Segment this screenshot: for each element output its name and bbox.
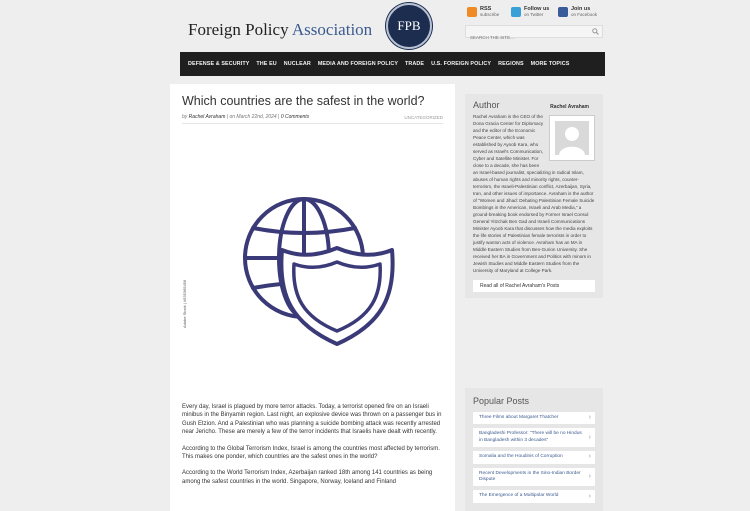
main-nav — [180, 52, 605, 76]
popular-post-link[interactable]: Bangladeshi Professor: "There will be no Hindus in Bangladesh within 3 decades" › — [473, 428, 595, 447]
popular-post-link[interactable]: Three Films about Margaret Thatcher › — [473, 412, 595, 424]
meta-by: by — [182, 114, 188, 120]
meta-sep: | — [226, 114, 230, 120]
nav-trade[interactable]: TRADE — [405, 61, 425, 67]
rss-icon — [467, 7, 477, 17]
post-title[interactable]: Which countries are the safest in the world? — [182, 94, 425, 108]
author-heading: Author — [473, 100, 500, 110]
avatar[interactable] — [549, 115, 595, 161]
rss-sub: subscribe — [480, 12, 500, 17]
read-all-posts-button[interactable]: Read all of Rachel Avraham's Posts — [473, 280, 595, 292]
twitter-sub: on Twitter — [524, 12, 544, 17]
search-icon[interactable] — [592, 28, 599, 35]
popular-heading: Popular Posts — [473, 396, 530, 406]
twitter-title: Follow us — [524, 6, 550, 12]
popular-post-link[interactable]: Recent Developments in the Sino-Indian Border Dispute › — [473, 468, 595, 487]
facebook-sub: on Facebook — [571, 12, 598, 17]
logo-accent-text: Association — [291, 20, 373, 39]
meta-sep: | — [278, 114, 281, 120]
sidebar — [465, 94, 603, 306]
nav-defense-security[interactable]: DEFENSE & SECURITY — [188, 61, 250, 67]
nav-nuclear[interactable]: NUCLEAR — [283, 61, 311, 67]
facebook-icon — [558, 7, 568, 17]
author-widget — [465, 94, 603, 298]
paragraph: According to the Global Terrorism Index, Israel is among the countries most affected by terrorism. This makes one ponder, which countries are the safest ones in the world? — [182, 445, 440, 461]
nav-us-foreign-policy[interactable]: U.S. FOREIGN POLICY — [431, 61, 492, 67]
fpa-seal-logo[interactable] — [386, 3, 432, 49]
logo-main-text: Foreign Policy — [188, 20, 292, 39]
post-meta — [182, 114, 309, 120]
twitter-icon — [511, 7, 521, 17]
popular-post-link[interactable]: The Emergence of a Multipolar World › — [473, 490, 595, 502]
category-link[interactable]: UNCATEGORIZED — [404, 115, 443, 120]
site-header — [180, 0, 605, 48]
twitter-link[interactable] — [511, 6, 549, 18]
rss-link[interactable] — [467, 6, 499, 18]
comments-link[interactable]: 0 Comments — [280, 114, 310, 120]
article — [170, 84, 455, 511]
globe-shield-image — [182, 136, 447, 394]
search-input[interactable] — [466, 32, 584, 43]
facebook-link[interactable] — [558, 6, 597, 18]
nav-media-foreign-policy[interactable]: MEDIA AND FOREIGN POLICY — [317, 61, 399, 67]
popular-post-link[interactable]: Somalia and the Houdinis of Corruption › — [473, 451, 595, 463]
author-name[interactable]: Rachel Avraham — [550, 104, 589, 110]
popular-posts-widget — [465, 388, 603, 511]
avatar-placeholder-icon — [555, 121, 589, 155]
nav-more-topics[interactable]: MORE TOPICS — [530, 61, 570, 67]
author-bio: Rachel Avraham is the CEO of the Dona Gracia Center for Diplomacy and the editor of the Economic Peace Center, which was established by Ayoob Kara, who served as Israel's Communication, Cyber and Satellite Minister. For close to a decade, she has been an Israel-based journalist, specializing in radical Islam, abuses of human rights and minority rights, counter-terrorism, the Israeli-Palestinian conflict, Azerbaijan, Syria, Iran, and other issues of importance. Avraham is the author of "Women and Jihad: Debating Palestinian Female Suicide Bombings in the American, Israeli and Arab Media," a ground-breaking book endorsed by Former Israel Consul General Yitzchak Ben Gad and Israeli Communications Minister Ayoob Kara that discusses how the media exploits the life stories of Palestinian female terrorists in order to justify wanton acts of violence. Avraham has an MA in Middle Eastern Studies from Ben-Gurion University. She received her BA in Government and Politics with minors in Jewish Studies and Middle Eastern Studies from the University of Maryland at College Park. — [473, 114, 595, 273]
search-box — [465, 25, 603, 38]
nav-regions[interactable]: REGIONS — [498, 61, 524, 67]
rss-title: RSS — [480, 6, 492, 12]
author-link[interactable]: Rachel Avraham — [188, 114, 226, 120]
paragraph: According to the World Terrorism Index, Azerbaijan ranked 18th among 141 countries as being among the safest countries in the world. Singapore, Norway, Iceland and Finland — [182, 470, 433, 485]
paragraph: Every day, Israel is plagued by more terror attacks. Today, a terrorist opened fire on an Israeli minibus in the Binyamin region. Last night, an explosive device was thrown on a passenger bus in Gush Etzion. And a Palestinian who was planning a suicide bombing attack was recently arrested near Jericho. These are merely a few of the terror incidents that Israelis have dealt with recently. — [182, 404, 442, 436]
article-body — [182, 403, 447, 494]
image-watermark: Adobe Stock | #535365456 — [182, 279, 187, 328]
facebook-title: Join us — [571, 6, 591, 12]
nav-the-eu[interactable]: THE EU — [256, 61, 277, 67]
post-date: on March 22nd, 2024 — [229, 114, 277, 120]
seal-text: FPB — [397, 18, 421, 33]
site-logo[interactable] — [188, 20, 372, 40]
divider — [182, 123, 443, 124]
